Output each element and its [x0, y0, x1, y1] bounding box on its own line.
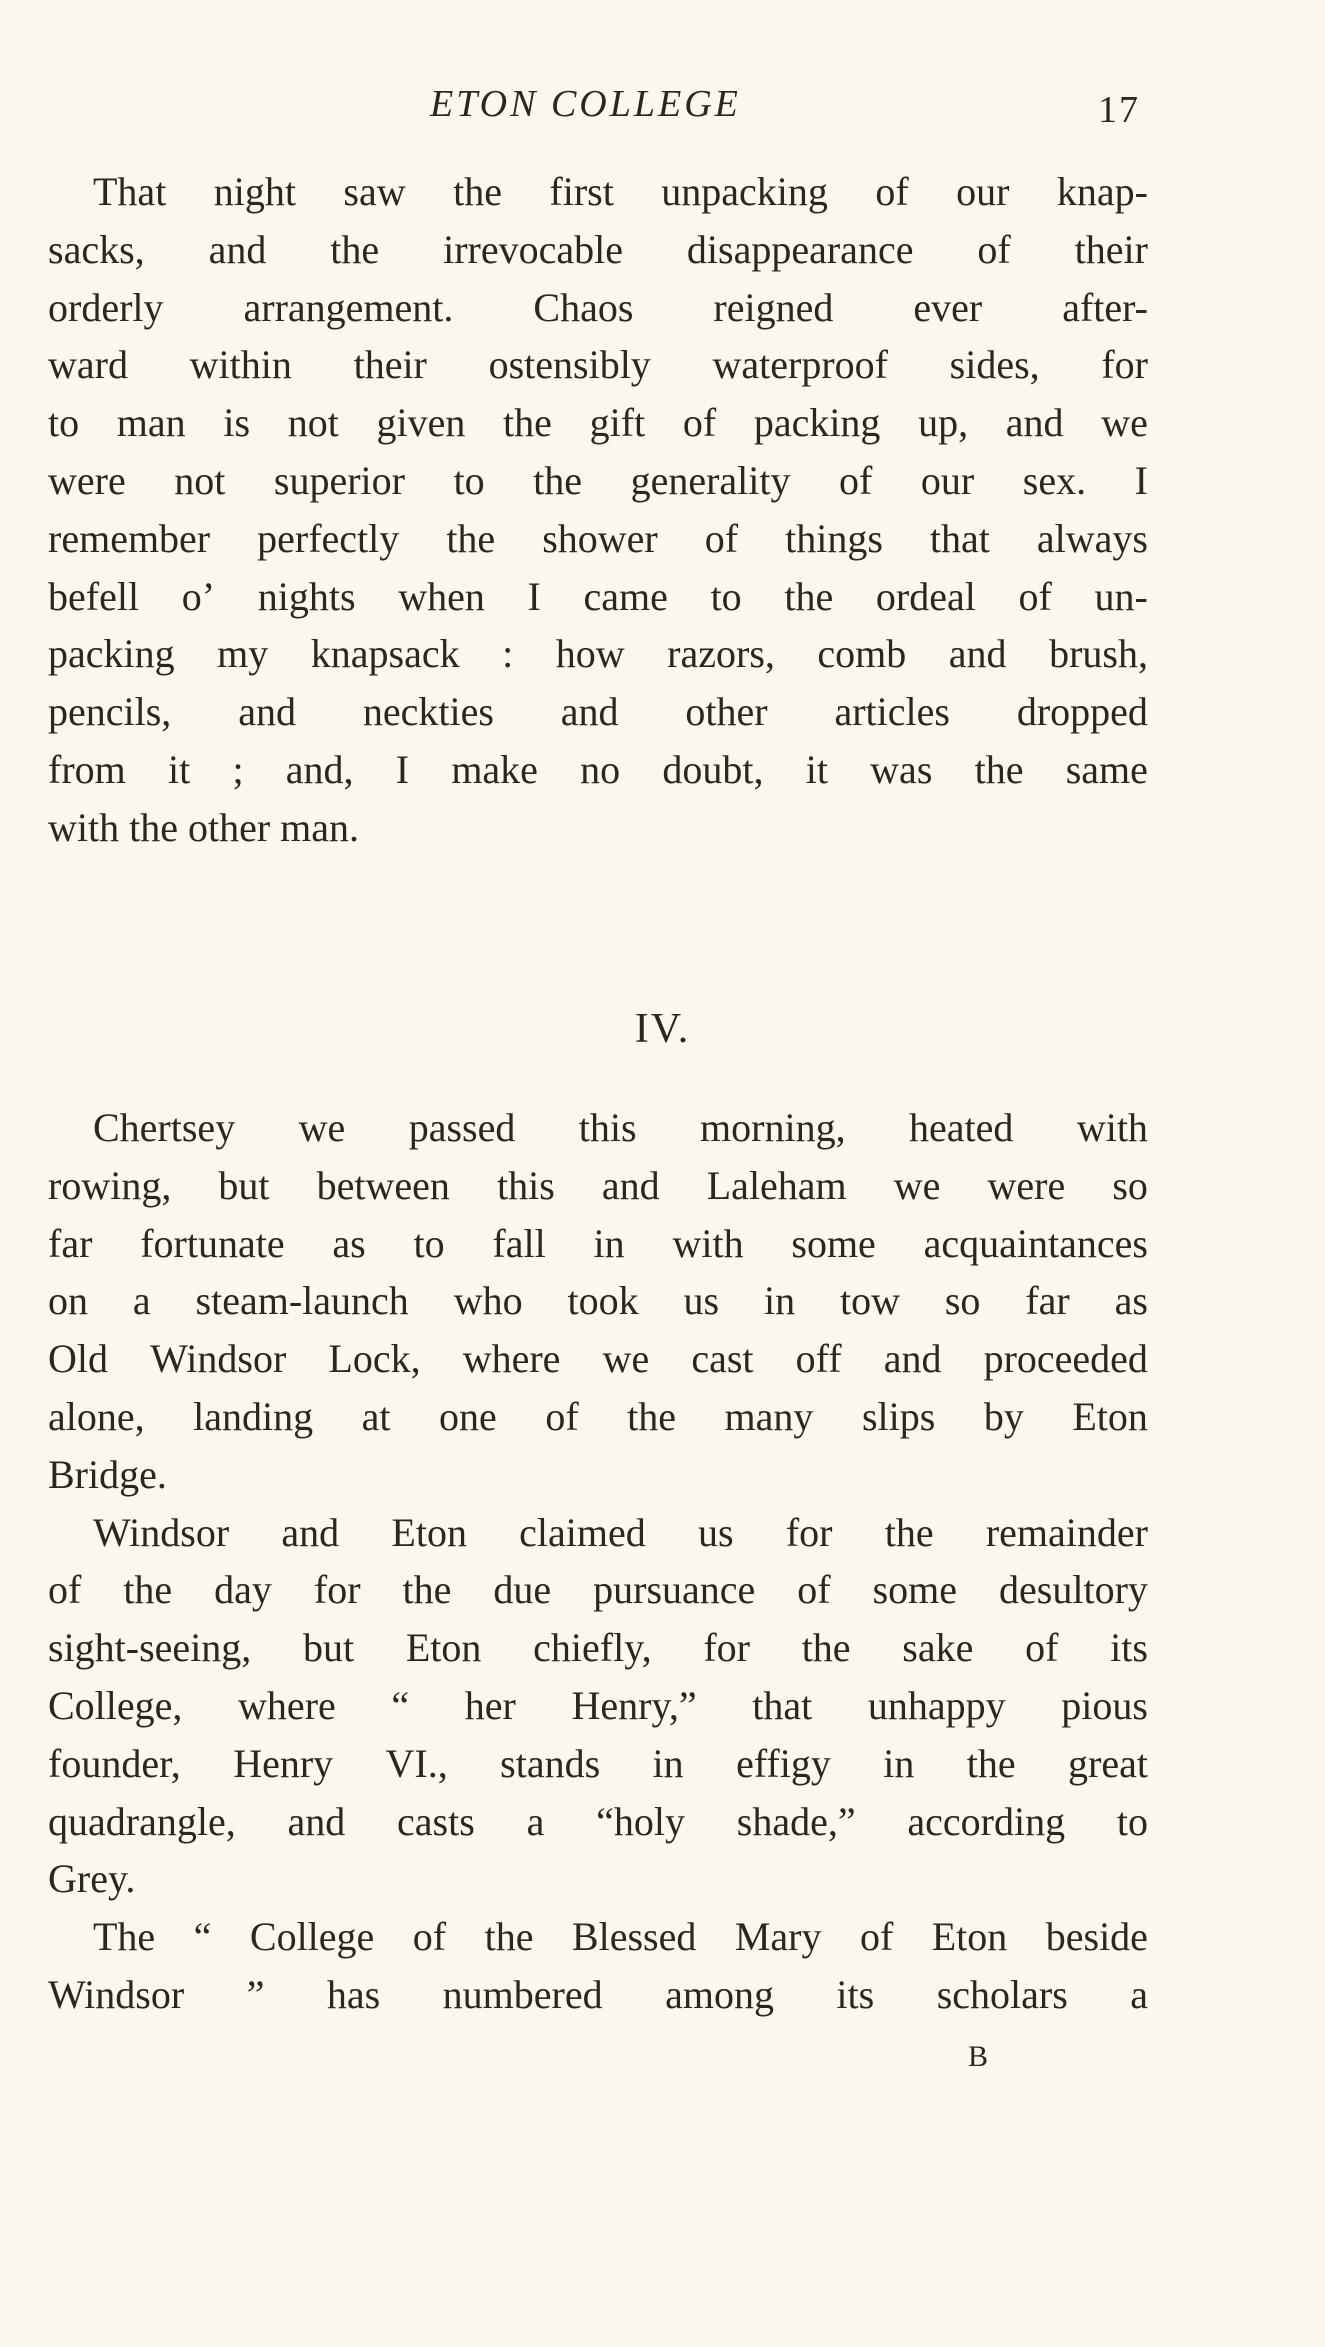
text-line: [48, 1966, 1148, 2024]
word: other: [685, 689, 768, 735]
text-line: [48, 1099, 1148, 1157]
word: a: [526, 1798, 545, 1844]
word: packing: [753, 400, 881, 446]
word: her: [464, 1682, 516, 1728]
word: the: [330, 226, 380, 272]
text-line: [48, 279, 1148, 337]
word: sacks,: [48, 226, 145, 272]
word: Eton: [931, 1914, 1008, 1960]
text-line: [48, 163, 1148, 221]
word: off: [795, 1336, 842, 1382]
word: that: [752, 1682, 813, 1728]
word: the: [503, 400, 552, 446]
word: alone,: [48, 1393, 145, 1439]
word: College: [249, 1914, 375, 1960]
text-line: [48, 336, 1148, 394]
word: ever: [913, 284, 983, 330]
word: has: [326, 1971, 381, 2017]
text-line: [48, 1677, 1148, 1735]
word: un-: [1094, 573, 1148, 619]
word: in: [883, 1740, 915, 1786]
word: my: [217, 631, 269, 677]
word: the: [627, 1393, 677, 1439]
word: I: [527, 573, 541, 619]
word: quadrangle,: [48, 1798, 236, 1844]
word: perfectly: [257, 515, 400, 561]
text-line: [48, 683, 1148, 741]
word: we: [602, 1336, 650, 1382]
text-line: [48, 1793, 1148, 1851]
word: we: [298, 1105, 346, 1150]
word: in: [763, 1278, 796, 1324]
text-line: [48, 625, 1148, 683]
word: where: [238, 1682, 336, 1728]
word: slips: [861, 1393, 936, 1439]
word: but: [218, 1162, 270, 1208]
word: our: [920, 457, 975, 503]
word: as: [1114, 1278, 1148, 1324]
word: passed: [408, 1105, 516, 1150]
word: unhappy: [867, 1682, 1006, 1728]
word: knap-: [1056, 169, 1148, 214]
text-line: [48, 741, 1148, 799]
word: the: [123, 1567, 173, 1613]
word: given: [376, 400, 466, 446]
word: the: [446, 515, 496, 561]
word: of: [682, 400, 717, 446]
word: Chaos: [533, 284, 634, 330]
word: sides,: [949, 342, 1040, 388]
word: :: [502, 631, 514, 677]
word: according: [907, 1798, 1066, 1844]
word: heated: [909, 1105, 1014, 1150]
word: it: [167, 746, 191, 792]
word: Old: [48, 1336, 108, 1382]
word: brush,: [1049, 631, 1148, 677]
word: of: [48, 1567, 82, 1613]
word: and: [601, 1162, 660, 1208]
text-line: [48, 452, 1148, 510]
word: to: [453, 457, 485, 503]
text-line: [48, 1735, 1148, 1793]
word: shower: [542, 515, 658, 561]
word: pious: [1061, 1682, 1148, 1728]
word: ward: [48, 342, 128, 388]
word: disappearance: [686, 226, 914, 272]
word: their: [353, 342, 427, 388]
word: it: [805, 746, 828, 792]
word: saw: [343, 169, 406, 214]
text-line: [48, 1330, 1148, 1388]
word: were: [48, 457, 126, 503]
word: fall: [492, 1220, 546, 1266]
word: so: [1112, 1162, 1148, 1208]
word: and: [948, 631, 1007, 677]
word: the: [801, 1625, 851, 1671]
word: pencils,: [48, 689, 172, 735]
word: irrevocable: [443, 226, 623, 272]
word: and: [281, 1509, 340, 1555]
word: numbered: [442, 1971, 603, 2017]
text-line: [48, 1619, 1148, 1677]
word: sex.: [1022, 457, 1087, 503]
word: was: [870, 746, 933, 792]
word: things: [785, 515, 883, 561]
word: orderly: [48, 284, 164, 330]
word: Henry,”: [571, 1682, 697, 1728]
word: comb: [817, 631, 907, 677]
word: a: [1130, 1971, 1148, 2017]
word: where: [462, 1336, 561, 1382]
word: scholars: [936, 1971, 1068, 2017]
word: some: [872, 1567, 958, 1613]
word: and: [883, 1336, 942, 1382]
word: far: [1025, 1278, 1070, 1324]
text-line: [48, 510, 1148, 568]
word: Eton: [391, 1509, 467, 1555]
word: is: [223, 400, 251, 446]
word: packing: [48, 631, 175, 677]
word: and: [560, 689, 619, 735]
word: their: [1074, 226, 1148, 272]
word: cast: [691, 1336, 754, 1382]
text-line: with the other man.: [48, 804, 360, 850]
word: of: [977, 226, 1011, 272]
word: between: [316, 1162, 450, 1208]
word: our: [956, 169, 1010, 214]
word: Windsor: [93, 1509, 230, 1555]
running-head: [0, 82, 1325, 142]
text-line: [48, 1215, 1148, 1273]
word: razors,: [667, 631, 775, 677]
text-line: [48, 1272, 1148, 1330]
word: this: [497, 1162, 555, 1208]
word: chiefly,: [533, 1625, 652, 1671]
word: arrangement.: [243, 284, 454, 330]
word: so: [944, 1278, 981, 1324]
text-line: [48, 1388, 1148, 1446]
word: of: [797, 1567, 831, 1613]
word: stands: [500, 1740, 601, 1786]
word: shade,”: [736, 1798, 856, 1844]
word: the: [533, 457, 583, 503]
word: to: [48, 400, 80, 446]
word: “holy: [596, 1798, 685, 1844]
word: and: [1005, 400, 1064, 446]
text-line: [48, 221, 1148, 279]
word: its: [1110, 1625, 1148, 1671]
running-title: ETON COLLEGE: [430, 83, 741, 125]
word: we: [893, 1162, 941, 1208]
word: of: [875, 169, 909, 214]
word: how: [555, 631, 625, 677]
word: from: [48, 746, 126, 792]
word: the: [453, 169, 502, 214]
word: of: [1018, 573, 1052, 619]
word: this: [578, 1105, 637, 1150]
word: acquaintances: [923, 1220, 1148, 1266]
word: of: [412, 1914, 447, 1960]
word: ordeal: [875, 573, 976, 619]
word: I: [395, 746, 410, 792]
word: who: [453, 1278, 523, 1324]
word: landing: [193, 1393, 314, 1439]
section-heading: IV.: [634, 1006, 691, 1052]
word: for: [703, 1625, 750, 1671]
word: up,: [918, 400, 969, 446]
word: to: [1116, 1798, 1148, 1844]
word: “: [193, 1914, 212, 1960]
word: us: [683, 1278, 720, 1324]
word: at: [361, 1393, 391, 1439]
word: that: [929, 515, 990, 561]
word: were: [987, 1162, 1066, 1208]
word: ”: [246, 1971, 265, 2017]
page-number: 17: [1098, 89, 1140, 131]
word: due: [493, 1567, 552, 1613]
word: some: [791, 1220, 876, 1266]
word: Henry: [233, 1740, 334, 1786]
word: not: [174, 457, 226, 503]
word: among: [665, 1971, 774, 2017]
word: day: [214, 1567, 272, 1613]
word: I: [1134, 457, 1148, 503]
word: to: [710, 573, 742, 619]
word: make: [451, 746, 538, 792]
word: dropped: [1016, 689, 1148, 735]
word: Blessed: [571, 1914, 697, 1960]
paragraph-unpacking: [48, 163, 1148, 857]
word: the: [484, 1914, 534, 1960]
word: doubt,: [662, 746, 764, 792]
word: casts: [397, 1798, 475, 1844]
word: of: [704, 515, 739, 561]
word: to: [413, 1220, 445, 1266]
word: same: [1065, 746, 1148, 792]
word: VI.,: [385, 1740, 448, 1786]
word: College,: [48, 1682, 183, 1728]
word: remainder: [985, 1509, 1148, 1555]
word: a: [132, 1278, 151, 1324]
word: after-: [1062, 284, 1148, 330]
word: man: [116, 400, 186, 446]
word: with: [1076, 1105, 1148, 1150]
word: Windsor: [48, 1971, 185, 2017]
word: of: [1025, 1625, 1059, 1671]
word: always: [1036, 515, 1148, 561]
word: knapsack: [310, 631, 460, 677]
text-line: [48, 1157, 1148, 1215]
word: waterproof: [712, 342, 888, 388]
word: and: [287, 1798, 346, 1844]
word: superior: [273, 457, 405, 503]
word: and: [208, 226, 267, 272]
word: remember: [48, 515, 211, 561]
word: The: [93, 1914, 156, 1960]
word: reigned: [713, 284, 834, 330]
word: in: [652, 1740, 684, 1786]
word: first: [549, 169, 614, 214]
word: one: [439, 1393, 497, 1439]
word: rowing,: [48, 1162, 172, 1208]
word: fortunate: [140, 1220, 285, 1266]
word: the: [966, 1740, 1016, 1786]
text-line: Grey.: [48, 1856, 136, 1902]
word: Windsor: [150, 1336, 287, 1382]
word: we: [1101, 400, 1148, 446]
word: took: [567, 1278, 639, 1324]
word: us: [698, 1509, 734, 1555]
word: claimed: [519, 1509, 646, 1555]
word: but: [303, 1625, 355, 1671]
word: effigy: [736, 1740, 831, 1786]
word: tow: [839, 1278, 900, 1324]
word: of: [839, 457, 873, 503]
word: the: [884, 1509, 934, 1555]
text-line: [48, 1561, 1148, 1619]
word: Laleham: [706, 1162, 847, 1208]
word: befell: [48, 573, 140, 619]
word: steam-launch: [195, 1278, 409, 1324]
word: articles: [834, 689, 950, 735]
word: o’: [181, 573, 216, 619]
word: many: [724, 1393, 814, 1439]
word: ostensibly: [488, 342, 651, 388]
word: beside: [1045, 1914, 1148, 1960]
word: great: [1068, 1740, 1148, 1786]
paragraph-group: [48, 1099, 1148, 2024]
word: on: [48, 1278, 88, 1324]
word: far: [48, 1220, 93, 1266]
word: Chertsey: [93, 1105, 236, 1150]
signature-mark: B: [968, 2040, 989, 2073]
word: its: [836, 1971, 875, 2017]
word: for: [785, 1509, 833, 1555]
word: “: [391, 1682, 410, 1728]
word: in: [593, 1220, 625, 1266]
word: desultory: [999, 1567, 1148, 1613]
word: gift: [589, 400, 646, 446]
word: morning,: [700, 1105, 846, 1150]
word: Eton: [405, 1625, 482, 1671]
word: when: [398, 573, 485, 619]
word: within: [189, 342, 292, 388]
word: Eton: [1072, 1393, 1148, 1439]
word: proceeded: [983, 1336, 1148, 1382]
word: nights: [257, 573, 356, 619]
word: generality: [630, 457, 791, 503]
word: Lock,: [328, 1336, 421, 1382]
word: no: [580, 746, 621, 792]
word: founder,: [48, 1740, 181, 1786]
word: and: [238, 689, 296, 735]
word: ;: [232, 746, 244, 792]
word: the: [974, 746, 1024, 792]
text-line: [48, 394, 1148, 452]
word: of: [545, 1393, 579, 1439]
word: not: [287, 400, 339, 446]
word: Mary: [734, 1914, 822, 1960]
word: sake: [902, 1625, 974, 1671]
word: the: [402, 1567, 452, 1613]
word: as: [332, 1220, 366, 1266]
word: for: [1101, 342, 1148, 388]
word: the: [784, 573, 834, 619]
word: came: [583, 573, 668, 619]
word: pursuance: [593, 1567, 756, 1613]
word: neckties: [362, 689, 494, 735]
word: That: [93, 169, 167, 214]
text-line: [48, 1908, 1148, 1966]
word: with: [672, 1220, 744, 1266]
word: for: [313, 1567, 361, 1613]
word: sight-seeing,: [48, 1625, 252, 1671]
word: unpacking: [661, 169, 828, 214]
word: night: [213, 169, 296, 214]
text-line: Bridge.: [48, 1451, 167, 1497]
word: by: [983, 1393, 1024, 1439]
text-line: [48, 568, 1148, 626]
text-line: [48, 1504, 1148, 1562]
word: and,: [285, 746, 354, 792]
word: of: [859, 1914, 894, 1960]
